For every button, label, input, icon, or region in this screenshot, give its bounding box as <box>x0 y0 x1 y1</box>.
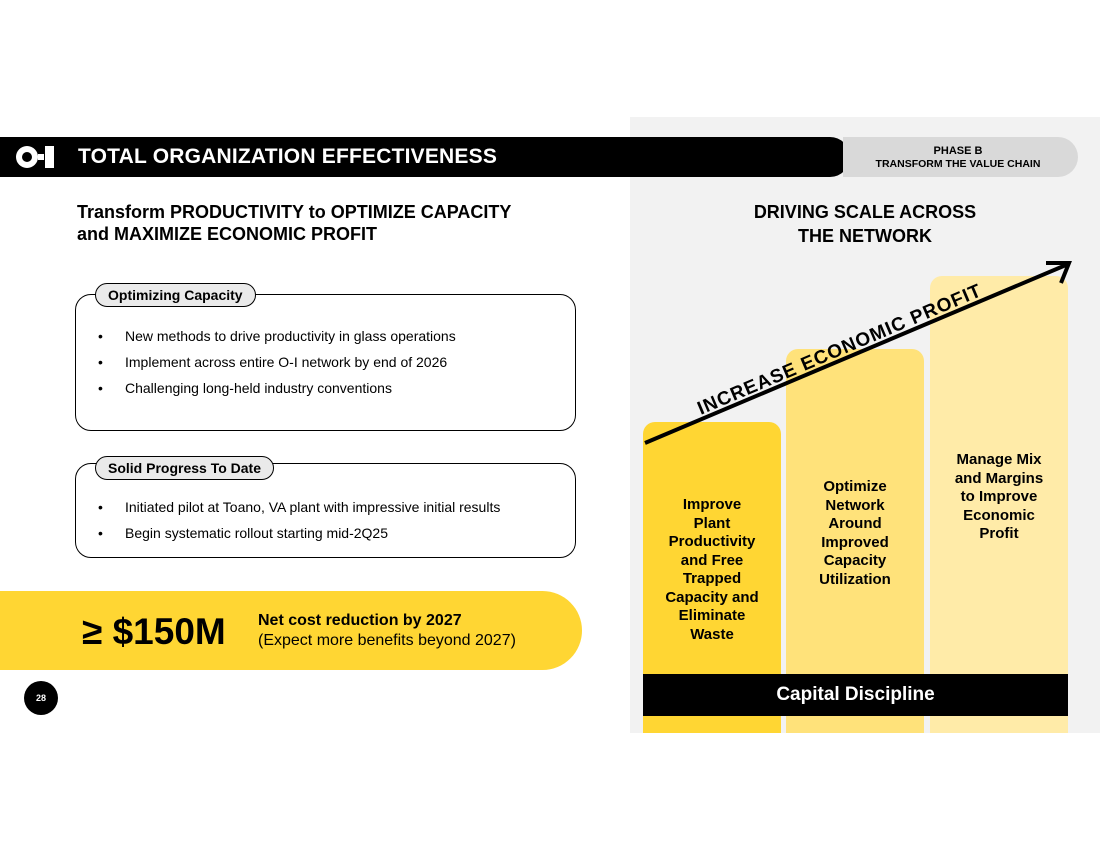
savings-subtitle: (Expect more benefits beyond 2027) <box>258 632 516 649</box>
phase-label: PHASE B <box>933 145 983 157</box>
list-item: • Begin systematic rollout starting mid-2Q25 <box>98 520 500 546</box>
column-line: Economic <box>963 506 1035 524</box>
column-line: Capacity <box>823 552 887 569</box>
optimizing-capacity-list <box>98 323 456 401</box>
optimizing-capacity-tag: Optimizing Capacity <box>95 283 256 307</box>
column-line: Optimize <box>823 478 887 495</box>
savings-amount: ≥ $150M <box>82 611 226 652</box>
savings-title: Net cost reduction by 2027 <box>258 612 462 629</box>
increase-profit-arrow-icon <box>630 250 1100 460</box>
column-line: Plant <box>693 514 731 532</box>
list-item: • Implement across entire O-I network by end of 2026 <box>98 349 456 375</box>
headline-line-2: and MAXIMIZE ECONOMIC PROFIT <box>77 224 377 244</box>
arrow-label: INCREASE ECONOMIC PROFIT <box>694 280 986 420</box>
column-line: Profit <box>979 525 1019 542</box>
column-line: Trapped <box>682 570 742 587</box>
column-line: Manage Mix <box>956 451 1042 468</box>
phase-description: TRANSFORM THE VALUE CHAIN <box>875 158 1041 170</box>
network-column-text <box>786 478 924 589</box>
page-number: 28 <box>24 681 58 715</box>
column-line: Eliminate <box>678 607 746 624</box>
headline-line-1: Transform PRODUCTIVITY to OPTIMIZE CAPACITY <box>77 202 512 222</box>
column-line: Network <box>825 496 885 514</box>
column-line: Around <box>828 515 882 532</box>
right-title-line-1: DRIVING SCALE ACROSS <box>753 202 977 222</box>
list-item: • Initiated pilot at Toano, VA plant with impressive initial results <box>98 494 500 520</box>
phase-badge <box>843 137 1078 177</box>
list-item: • New methods to drive productivity in glass operations <box>98 323 456 349</box>
productivity-column-text <box>643 496 781 644</box>
right-panel-title <box>700 200 1030 248</box>
solid-progress-list <box>98 494 500 546</box>
right-title-line-2: THE NETWORK <box>798 226 932 246</box>
mix-margins-column-text <box>930 451 1068 544</box>
column-line: Productivity <box>668 533 756 550</box>
column-line: Improved <box>821 533 889 551</box>
column-line: and Free <box>680 551 744 569</box>
column-line: to Improve <box>960 488 1038 505</box>
page-title: TOTAL ORGANIZATION EFFECTIVENESS <box>78 145 498 168</box>
solid-progress-tag: Solid Progress To Date <box>95 456 274 480</box>
column-line: Waste <box>690 625 734 643</box>
column-line: Capacity and <box>665 588 759 606</box>
column-line: and Margins <box>954 469 1044 487</box>
column-line: Utilization <box>819 570 891 588</box>
capital-discipline-bar: Capital Discipline <box>643 674 1068 716</box>
section-headline <box>77 201 617 245</box>
column-line: Improve <box>682 496 742 513</box>
list-item: • Challenging long-held industry conventions <box>98 375 456 401</box>
oi-logo-icon <box>14 143 56 171</box>
